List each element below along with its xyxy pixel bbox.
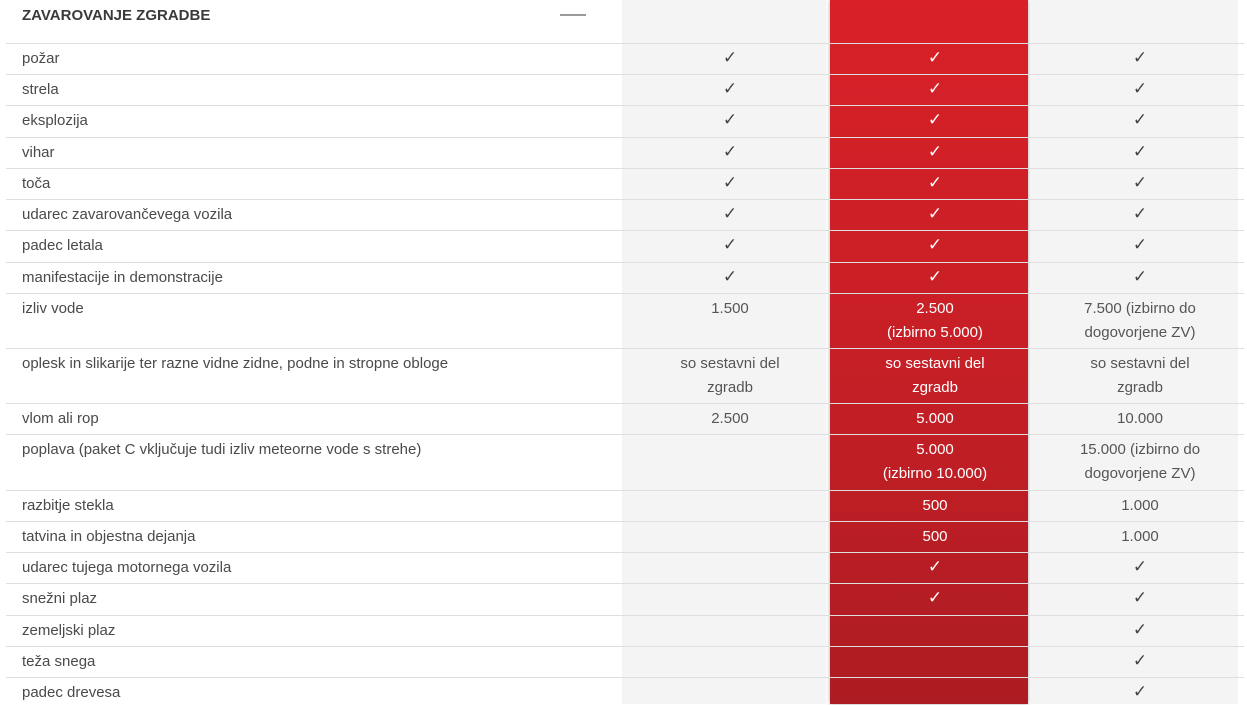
package-c-value (836, 616, 1034, 647)
check-icon (1036, 616, 1244, 647)
check-icon: ✓ (927, 557, 943, 576)
check-icon: ✓ (722, 48, 738, 67)
coverage-label: razbitje stekla (22, 497, 114, 514)
table-row (6, 615, 1244, 647)
check-icon (628, 106, 832, 138)
check-icon: ✓ (927, 235, 943, 254)
coverage-label: poplava (paket C vključuje tudi izliv meteorne vode s strehe) (22, 441, 422, 458)
package-c-value (836, 647, 1034, 678)
check-icon (1036, 169, 1244, 200)
check-icon: ✓ (722, 173, 738, 192)
coverage-label: izliv vode (22, 300, 84, 317)
table-row (6, 262, 1244, 294)
check-icon: ✓ (722, 110, 738, 129)
check-icon: ✓ (1132, 588, 1148, 607)
table-row (6, 137, 1244, 169)
coverage-label: strela (22, 81, 59, 98)
package-d-value: 10.000 (1117, 410, 1163, 427)
package-b-value (628, 553, 832, 584)
check-icon (628, 75, 832, 106)
check-icon (628, 231, 832, 263)
check-icon: ✓ (1132, 79, 1148, 98)
check-icon: ✓ (1132, 110, 1148, 129)
check-icon (836, 200, 1034, 231)
table-row (6, 434, 1244, 491)
table-row (6, 521, 1244, 553)
table-row (6, 43, 1244, 75)
check-icon (1036, 553, 1244, 584)
check-icon: ✓ (927, 267, 943, 286)
package-c-value: 5.000 (izbirno 10.000) (882, 441, 988, 482)
table-row (6, 646, 1244, 678)
package-d-value: 7.500 (izbirno do dogovorjene ZV) (1084, 300, 1196, 341)
check-icon: ✓ (1132, 651, 1148, 670)
check-icon: ✓ (1132, 173, 1148, 192)
check-icon: ✓ (927, 79, 943, 98)
package-b-value (628, 435, 832, 491)
package-b-value (628, 616, 832, 647)
check-icon (1036, 647, 1244, 678)
package-b-value: 1.500 (711, 300, 749, 317)
coverage-label: toča (22, 175, 51, 192)
coverage-label: udarec tujega motornega vozila (22, 559, 232, 576)
section-title: ZAVAROVANJE ZGRADBE (22, 7, 211, 24)
coverage-label: vihar (22, 144, 55, 161)
check-icon: ✓ (722, 204, 738, 223)
package-b-value (628, 678, 832, 705)
package-b-value (628, 491, 832, 522)
package-c-value: so sestavni del zgradb (885, 355, 985, 396)
check-icon (628, 200, 832, 231)
check-icon (1036, 678, 1244, 705)
package-c-value: 500 (922, 528, 948, 545)
package-c-value (836, 678, 1034, 705)
check-icon: ✓ (927, 173, 943, 192)
check-icon (836, 138, 1034, 169)
check-icon (1036, 44, 1244, 75)
check-icon: ✓ (722, 79, 738, 98)
coverage-label: eksplozija (22, 112, 88, 129)
package-d-value: so sestavni del zgradb (1090, 355, 1190, 396)
coverage-label: padec letala (22, 237, 103, 254)
package-c-value: 5.000 (916, 410, 954, 427)
check-icon (1036, 138, 1244, 169)
coverage-label: teža snega (22, 653, 96, 670)
package-b-value (628, 647, 832, 678)
coverage-label: zemeljski plaz (22, 622, 116, 639)
check-icon: ✓ (1132, 620, 1148, 639)
check-icon (1036, 231, 1244, 263)
table-row (6, 490, 1244, 522)
table-row (6, 552, 1244, 584)
table-row (6, 403, 1244, 435)
section-header[interactable] (6, 0, 1244, 43)
check-icon (836, 44, 1034, 75)
check-icon: ✓ (1132, 142, 1148, 161)
check-icon: ✓ (927, 110, 943, 129)
package-c-value: 2.500 (izbirno 5.000) (887, 300, 983, 341)
check-icon (628, 44, 832, 75)
check-icon (836, 231, 1034, 263)
table-row (6, 677, 1244, 705)
package-d-value: 15.000 (izbirno do dogovorjene ZV) (1079, 441, 1201, 482)
coverage-label: tatvina in objestna dejanja (22, 528, 196, 545)
check-icon: ✓ (927, 204, 943, 223)
coverage-label: oplesk in slikarije ter razne vidne zidne, podne in stropne obloge (22, 355, 449, 372)
check-icon: ✓ (1132, 682, 1148, 701)
check-icon (836, 263, 1034, 294)
table-row (6, 348, 1244, 404)
coverage-label: manifestacije in demonstracije (22, 269, 223, 286)
check-icon (836, 106, 1034, 138)
check-icon (628, 169, 832, 200)
check-icon: ✓ (927, 48, 943, 67)
table-row (6, 74, 1244, 106)
coverage-label: požar (22, 50, 60, 67)
check-icon (628, 138, 832, 169)
package-b-value: so sestavni del zgradb (680, 355, 780, 396)
table-row (6, 168, 1244, 200)
check-icon: ✓ (927, 142, 943, 161)
check-icon (1036, 106, 1244, 138)
check-icon (1036, 584, 1244, 616)
check-icon (836, 169, 1034, 200)
package-b-value (628, 522, 832, 553)
check-icon (836, 75, 1034, 106)
package-b-value: 2.500 (711, 410, 749, 427)
check-icon (1036, 200, 1244, 231)
table-row (6, 199, 1244, 231)
check-icon: ✓ (1132, 557, 1148, 576)
package-d-value: 1.000 (1121, 528, 1159, 545)
check-icon: ✓ (1132, 235, 1148, 254)
check-icon: ✓ (722, 142, 738, 161)
coverage-label: padec drevesa (22, 684, 121, 701)
table-row (6, 105, 1244, 138)
package-c-value: 500 (922, 497, 948, 514)
check-icon: ✓ (722, 267, 738, 286)
package-b-value (628, 584, 832, 616)
coverage-label: snežni plaz (22, 590, 98, 607)
check-icon (1036, 75, 1244, 106)
coverage-label: udarec zavarovančevega vozila (22, 206, 233, 223)
check-icon: ✓ (1132, 267, 1148, 286)
check-icon: ✓ (927, 588, 943, 607)
package-d-value: 1.000 (1121, 497, 1159, 514)
check-icon (1036, 263, 1244, 294)
check-icon: ✓ (1132, 48, 1148, 67)
table-row (6, 293, 1244, 349)
coverage-label: vlom ali rop (22, 410, 99, 427)
check-icon (836, 553, 1034, 584)
check-icon (628, 263, 832, 294)
check-icon (836, 584, 1034, 616)
minus-icon[interactable] (560, 14, 586, 16)
table-row (6, 230, 1244, 263)
table-row (6, 583, 1244, 616)
check-icon: ✓ (722, 235, 738, 254)
check-icon: ✓ (1132, 204, 1148, 223)
